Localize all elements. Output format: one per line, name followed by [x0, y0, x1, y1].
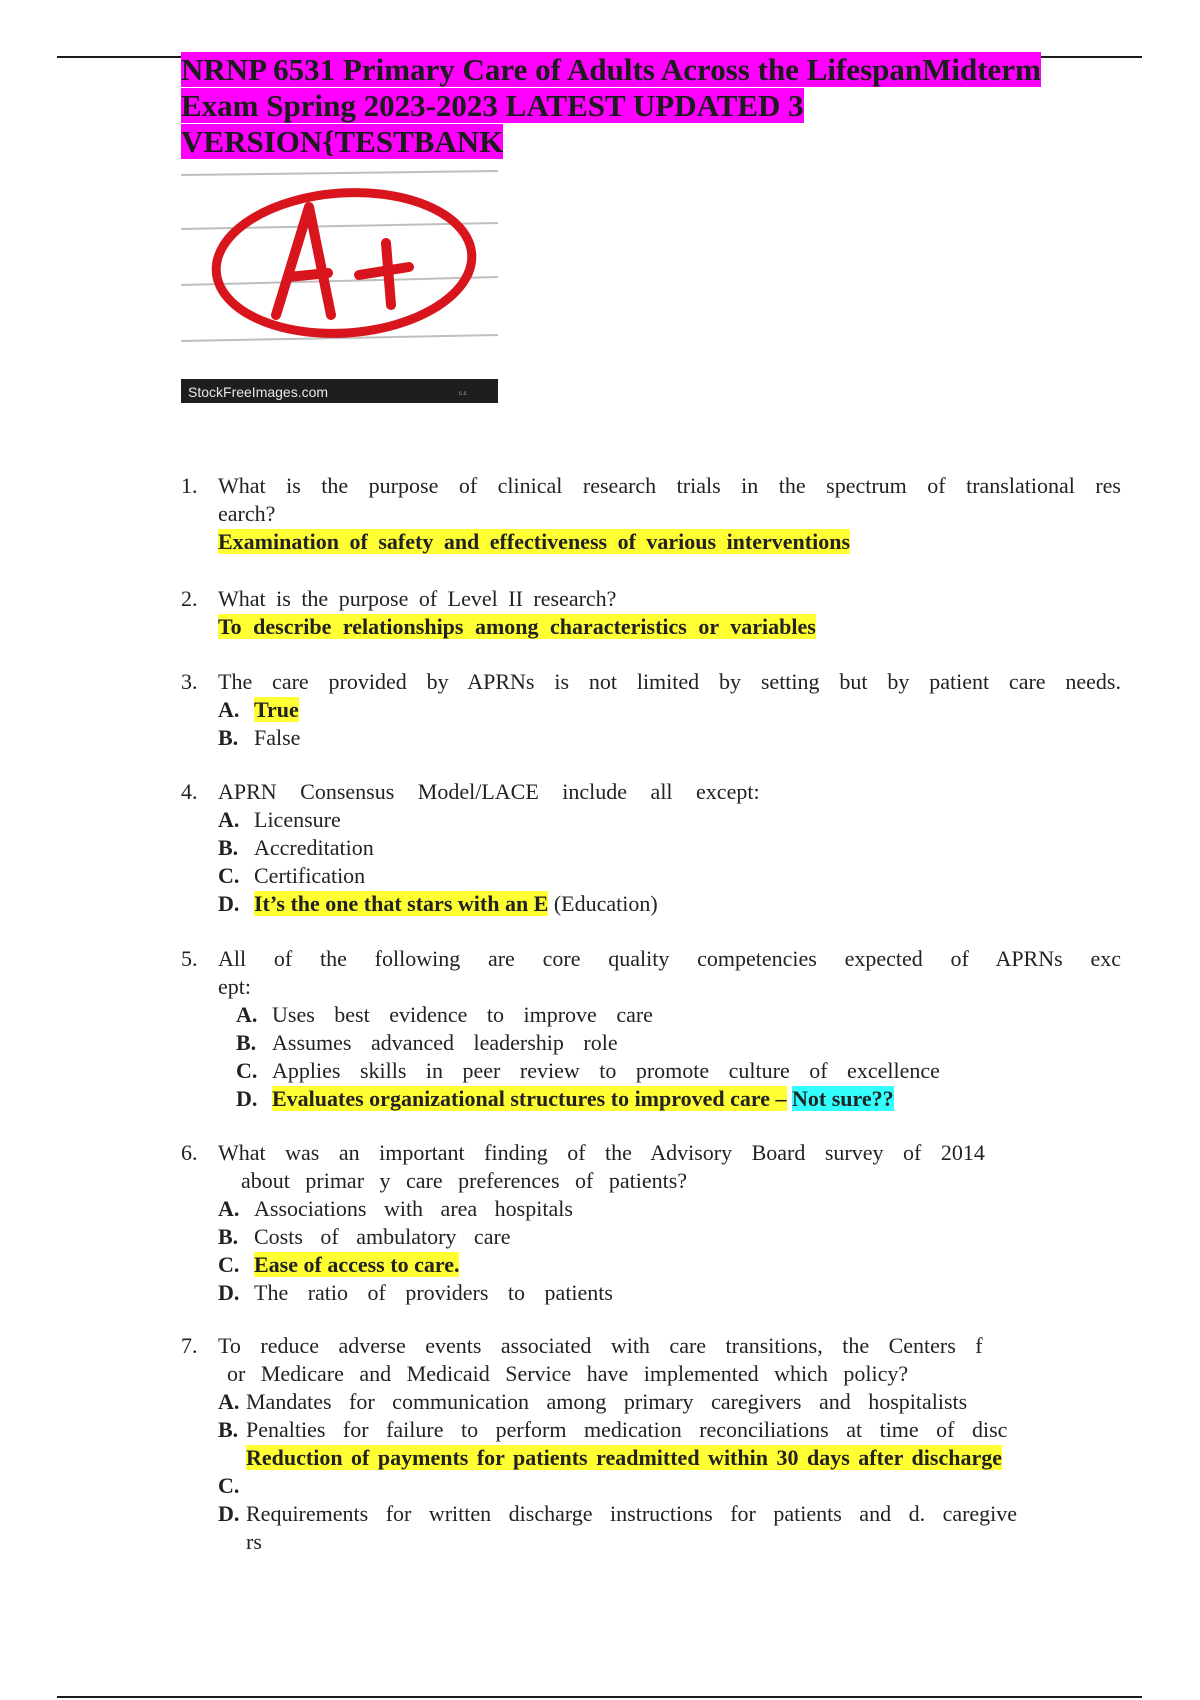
option-a: A. True: [218, 697, 299, 722]
question-stem: What is the purpose of clinical research trials in the spectrum of translational res: [218, 473, 1121, 498]
question-1: [181, 472, 1121, 556]
question-stem: To reduce adverse events associated with care transitions, the Centers f: [218, 1333, 983, 1358]
question-7: [181, 1332, 1121, 1556]
question-5: [181, 945, 1121, 1113]
question-number: 7.: [181, 1333, 198, 1358]
question-stem-cont: about primar y care preferences of patients?: [241, 1168, 688, 1193]
question-stem-cont: or Medicare and Medicaid Service have implemented which policy?: [227, 1361, 909, 1386]
option-d: D. It’s the one that stars with an E (Education): [218, 891, 658, 916]
question-stem: The care provided by APRNs is not limited by setting but by patient care needs.: [218, 669, 1121, 694]
option-c: C. Applies skills in peer review to promote culture of excellence: [236, 1058, 940, 1083]
question-number: 3.: [181, 669, 198, 694]
option-b: B. Accreditation: [218, 835, 374, 860]
question-number: 2.: [181, 586, 198, 611]
not-sure-note: Not sure??: [792, 1086, 894, 1111]
option-d: D. Evaluates organizational structures to improved care – Not sure??: [236, 1086, 894, 1111]
question-stem-cont: ept:: [218, 974, 251, 999]
question-number: 5.: [181, 946, 198, 971]
question-4: [181, 778, 1121, 918]
option-d-cont: rs: [246, 1529, 262, 1554]
question-number: 1.: [181, 473, 198, 498]
document-title: [181, 52, 1081, 160]
option-a: A. Licensure: [218, 807, 341, 832]
option-a: A. Mandates for communication among primary caregivers and hospitalists: [218, 1389, 968, 1414]
question-number: 6.: [181, 1140, 198, 1165]
question-stem: What was an important finding of the Advisory Board survey of 2014: [218, 1140, 985, 1165]
question-stem: All of the following are core quality competencies expected of APRNs exc: [218, 946, 1121, 971]
option-d: D. The ratio of providers to patients: [218, 1280, 613, 1305]
question-number: 4.: [181, 779, 198, 804]
title-line-3: VERSION{TESTBANK: [181, 124, 504, 159]
svg-text:c.c: c.c: [459, 391, 467, 397]
question-2: [181, 585, 1121, 641]
question-stem: What is the purpose of Level II research?: [218, 586, 617, 611]
option-b: B. Costs of ambulatory care: [218, 1224, 511, 1249]
option-a: A. Uses best evidence to improve care: [236, 1002, 653, 1027]
title-line-1: NRNP 6531 Primary Care of Adults Across the LifespanMidterm: [181, 52, 1041, 87]
answer: Examination of safety and effectiveness of various interventions: [218, 529, 851, 554]
option-a: A. Associations with area hospitals: [218, 1196, 573, 1221]
title-line-2: Exam Spring 2023-2023 LATEST UPDATED 3: [181, 88, 804, 123]
option-c: C. Certification: [218, 863, 366, 888]
option-d: D. Requirements for written discharge instructions for patients and d. caregive: [218, 1501, 1018, 1526]
question-stem-cont: earch?: [218, 501, 276, 526]
option-b: B. Penalties for failure to perform medication reconciliations at time of disc: [218, 1417, 1008, 1442]
question-3: [181, 668, 1121, 752]
question-stem: APRN Consensus Model/LACE include all except:: [218, 779, 760, 804]
image-watermark: StockFreeImages.com: [188, 384, 329, 400]
option-b-answer: Reduction of payments for patients readmitted within 30 days after discharge: [246, 1445, 1002, 1470]
bottom-rule: [57, 1696, 1142, 1698]
option-b: B. False: [218, 725, 301, 750]
question-6: [181, 1139, 1121, 1307]
option-b: B. Assumes advanced leadership role: [236, 1030, 618, 1055]
answer: To describe relationships among characteristics or variables: [218, 614, 816, 639]
option-c: C.: [218, 1473, 240, 1498]
option-c: C. Ease of access to care.: [218, 1252, 460, 1277]
a-plus-image: [181, 165, 498, 403]
